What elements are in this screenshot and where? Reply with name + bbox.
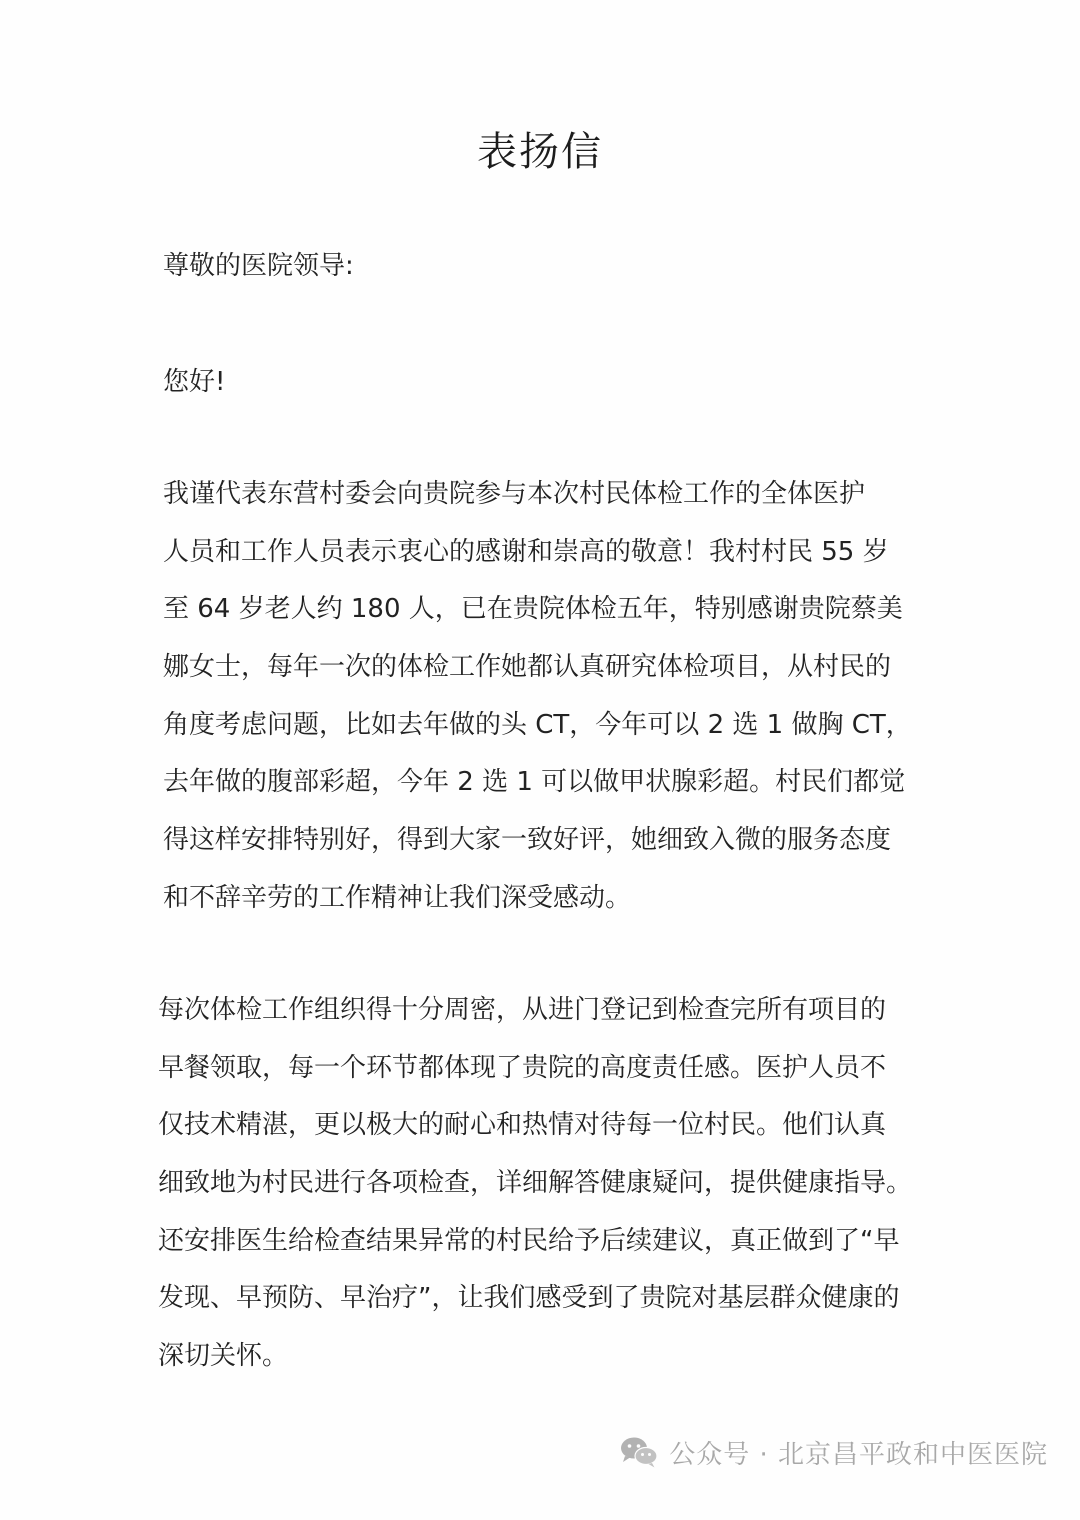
paragraph-line: 娜女士，每年一次的体检工作她都认真研究体检项目，从村民的 (163, 652, 892, 683)
body-paragraph-1 (163, 474, 912, 936)
paragraph-line: 发现、早预防、早治疗”，让我们感受到了贵院对基层群众健康的 (158, 1283, 900, 1314)
paragraph-line: 早餐领取，每一个环节都体现了贵院的高度责任感。医护人员不 (158, 1052, 887, 1083)
paragraph-line: 角度考虑问题，比如去年做的头 CT，今年可以 2 选 1 做胸 CT， (163, 709, 912, 740)
paragraph-line: 仅技术精湛，更以极大的耐心和热情对待每一位村民。他们认真 (158, 1110, 887, 1141)
paragraph-line: 得这样安排特别好，得到大家一致好评，她细致入微的服务态度 (163, 825, 892, 856)
paragraph-line: 细致地为村民进行各项检查，详细解答健康疑问，提供健康指导。 (158, 1168, 913, 1199)
paragraph-line: 至 64 岁老人约 180 人，已在贵院体检五年，特别感谢贵院蔡美 (163, 594, 903, 625)
paragraph-line: 去年做的腹部彩超，今年 2 选 1 可以做甲状腺彩超。村民们都觉 (163, 767, 906, 798)
letter-title: 表扬信 (477, 129, 603, 175)
paragraph-line: 还安排医生给检查结果异常的村民给予后续建议，真正做到了“早 (158, 1225, 900, 1256)
watermark-text: 公众号 · 北京昌平政和中医医院 (669, 1439, 1048, 1470)
paragraph-line: 每次体检工作组织得十分周密，从进门登记到检查完所有项目的 (158, 995, 887, 1025)
wechat-icon (619, 1435, 659, 1469)
salutation: 尊敬的医院领导: (163, 251, 354, 281)
paragraph-line: 我谨代表东营村委会向贵院参与本次村民体检工作的全体医护 (163, 479, 866, 509)
watermark (619, 1424, 1048, 1480)
paragraph-line: 人员和工作人员表示衷心的感谢和崇高的敬意！我村村民 55 岁 (163, 536, 889, 567)
greeting: 您好! (163, 367, 226, 397)
paragraph-line: 和不辞辛劳的工作精神让我们深受感动。 (163, 882, 632, 913)
paragraph-line: 深切关怀。 (158, 1341, 289, 1372)
body-paragraph-2 (158, 990, 912, 1394)
